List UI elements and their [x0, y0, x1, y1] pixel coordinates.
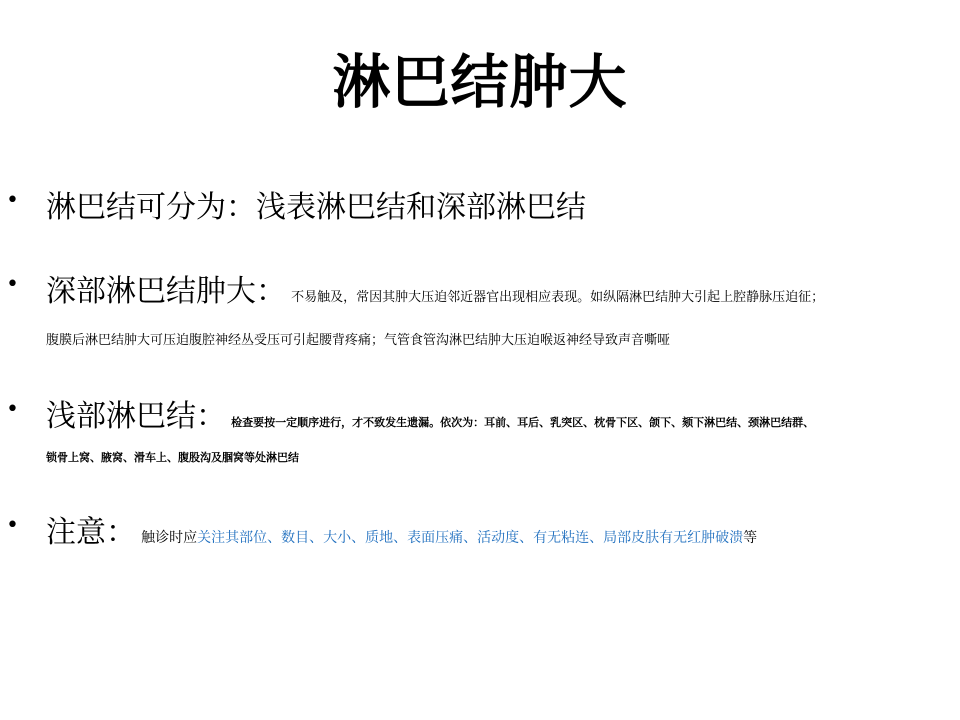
slide-title: 淋巴结肿大	[332, 48, 628, 116]
bullet-heading-superficial: 浅部淋巴结：	[46, 399, 226, 434]
bullet-marker: •	[6, 397, 19, 422]
bullet-line-deep	[46, 266, 824, 310]
note-text-suffix: 等	[743, 530, 758, 546]
note-text-highlight: 关注其部位、数目、大小、质地、表面压痛、活动度、有无粘连、局部皮肤有无红肿破溃	[197, 530, 744, 546]
bullet-text-deep-line1: 不易触及，常因其肿大压迫邻近器官出现相应表现。如纵隔淋巴结肿大引起上腔静脉压迫征；	[291, 290, 825, 305]
bullet-marker: •	[6, 188, 19, 213]
bullet-heading-deep: 深部淋巴结肿大：	[46, 274, 286, 309]
bullet-text-superficial-line2: 锁骨上窝、腋窝、滑车上、腹股沟及腘窝等处淋巴结	[46, 451, 299, 464]
bullet-marker: •	[6, 272, 19, 297]
bullet-heading-note: 注意：	[46, 515, 136, 550]
bullet-text-deep-line2: 腹膜后淋巴结肿大可压迫腹腔神经丛受压可引起腰背疼痛；气管食管沟淋巴结肿大压迫喉返神经导致声音嘶哑	[46, 333, 671, 348]
note-text-prefix: 触诊时应	[141, 530, 198, 546]
bullet-text-superficial-line1: 检查要按一定顺序进行，才不致发生遗漏。依次为：耳前、耳后、乳突区、枕骨下区、颌下、颏下淋巴结、颈淋巴结群、	[231, 416, 815, 429]
bullet-line-note	[46, 507, 757, 551]
bullet-marker: •	[6, 513, 19, 538]
bullet-line-superficial	[46, 391, 814, 435]
bullet-heading-classification: 淋巴结可分为：浅表淋巴结和深部淋巴结	[46, 190, 586, 225]
